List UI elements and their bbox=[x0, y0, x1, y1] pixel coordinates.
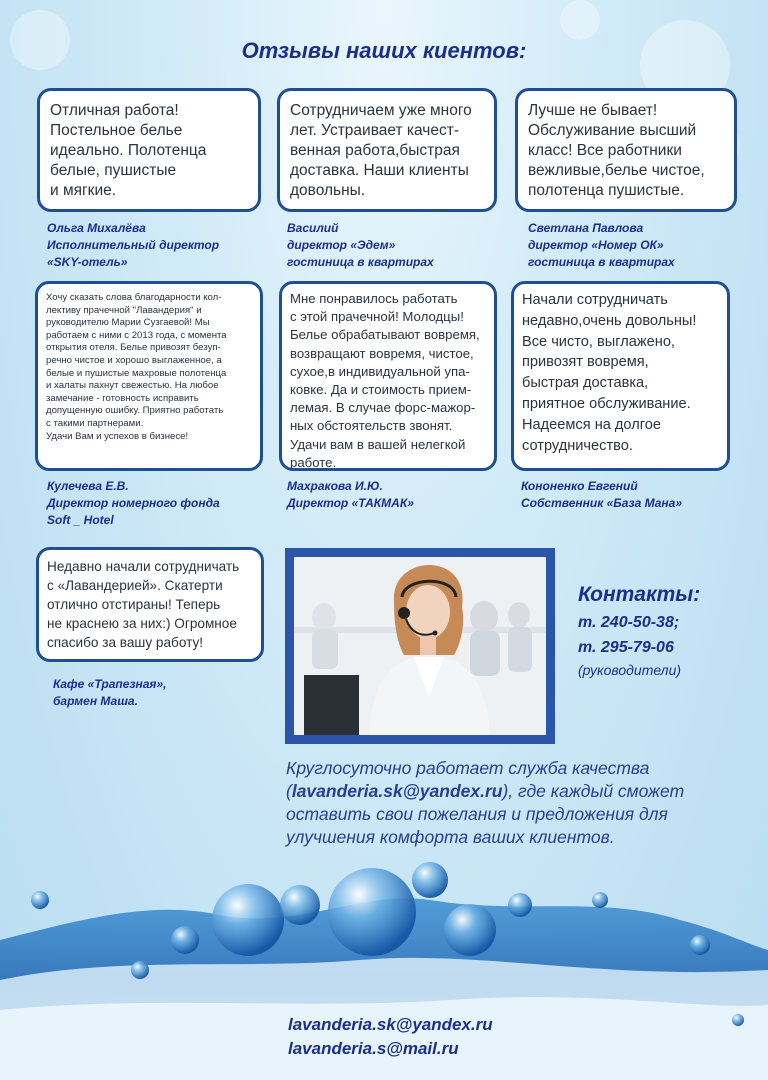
review-signature: Кулечева Е.В. Директор номерного фонда Soft _ Hotel bbox=[47, 479, 220, 527]
phone-1[interactable]: т. 240-50-38; bbox=[578, 614, 680, 631]
quality-service-text bbox=[286, 757, 746, 849]
review-signature: Махракова И.Ю. Директор «ТАКМАК» bbox=[287, 479, 414, 510]
page-title: Отзывы наших киентов: bbox=[241, 38, 527, 63]
quality-paren: ( bbox=[286, 781, 292, 801]
review-text: Сотрудничаем уже много лет. Устраивает качест- венная работа,быстрая доставка. Наши клиенты довольны. bbox=[290, 102, 472, 199]
review-card bbox=[279, 281, 497, 471]
review-text: Отличная работа! Постельное белье идеально. Полотенца белые, пушистые и мягкие. bbox=[50, 102, 207, 199]
quality-email-link[interactable]: lavanderia.sk@yandex.ru bbox=[291, 781, 503, 801]
review-card bbox=[36, 547, 264, 662]
review-signature: Василий директор «Эдем» гостиница в квартирах bbox=[287, 221, 434, 269]
review-text: Лучше не бывает! Обслуживание высший класс! Все работники вежливые,белье чистое, полотенца пушистые. bbox=[528, 102, 705, 199]
review-card bbox=[37, 88, 261, 212]
review-signature: Ольга Михалёва Исполнительный директор «SKY-отель» bbox=[47, 221, 220, 269]
review-signature: Кононенко Евгений Собственник «База Мана» bbox=[521, 479, 683, 510]
review-card bbox=[515, 88, 737, 212]
operator-photo-frame bbox=[285, 548, 555, 744]
phone-note: (руководители) bbox=[578, 662, 682, 678]
quality-line1: Круглосуточно работает служба качества bbox=[286, 758, 650, 778]
review-signature: Светлана Павлова директор «Номер ОК» гостиница в квартирах bbox=[528, 221, 675, 269]
review-card bbox=[35, 281, 263, 471]
email-link-1[interactable]: lavanderia.sk@yandex.ru bbox=[288, 1015, 493, 1034]
review-text: Хочу сказать слова благодарности кол- лективу прачечной "Лавандерия" и руководителю Марии Сузгаевой! Мы работаем с ними с 2013 года, с момента открытия отеля. Белье привозят безуп- речно чистое и хорошо выглаженное, а белые и пушистые махровые полотенца и халаты пахнут свежестью. На любое замечание - готовность исправить допущенную ошибку. Приятно работать с такими партнерами. Удачи Вам и успехов в бизнесе! bbox=[46, 292, 227, 442]
review-text: Мне понравилось работать с этой прачечной! Молодцы! Белье обрабатывают вовремя, возвращают вовремя, чистое, сухое,в индивидуальной упа- ковке. Да и стоимость прием- лемая. В случае форс-мажор- ных обстоятельств звонят. Удачи вам в вашей нелегкой работе. bbox=[290, 291, 480, 470]
phone-2[interactable]: т. 295-79-06 bbox=[578, 639, 674, 656]
review-signature: Кафе «Трапезная», бармен Маша. bbox=[53, 677, 167, 708]
operator-illustration bbox=[294, 557, 546, 735]
review-text: Недавно начали сотрудничать с «Лавандерией». Скатерти отлично отстираны! Теперь не краснею за них:) Огромное спасибо за вашу работу! bbox=[47, 559, 240, 650]
email-link-2[interactable]: lavanderia.s@mail.ru bbox=[288, 1039, 459, 1058]
quality-rest: ), где каждый сможет оставить свои пожелания и предложения для улучшения комфорта ваших клиентов. bbox=[286, 781, 685, 847]
operator-photo bbox=[294, 557, 546, 735]
review-card bbox=[511, 281, 730, 471]
bg-bubble bbox=[560, 0, 600, 40]
review-card bbox=[277, 88, 497, 212]
contacts-title: Контакты: bbox=[578, 583, 701, 606]
review-text: Начали сотрудничать недавно,очень довольны! Все чисто, выглажено, привозят вовремя, быстрая доставка, приятное обслуживание. Надеемся на долгое сотрудничество. bbox=[522, 292, 697, 454]
